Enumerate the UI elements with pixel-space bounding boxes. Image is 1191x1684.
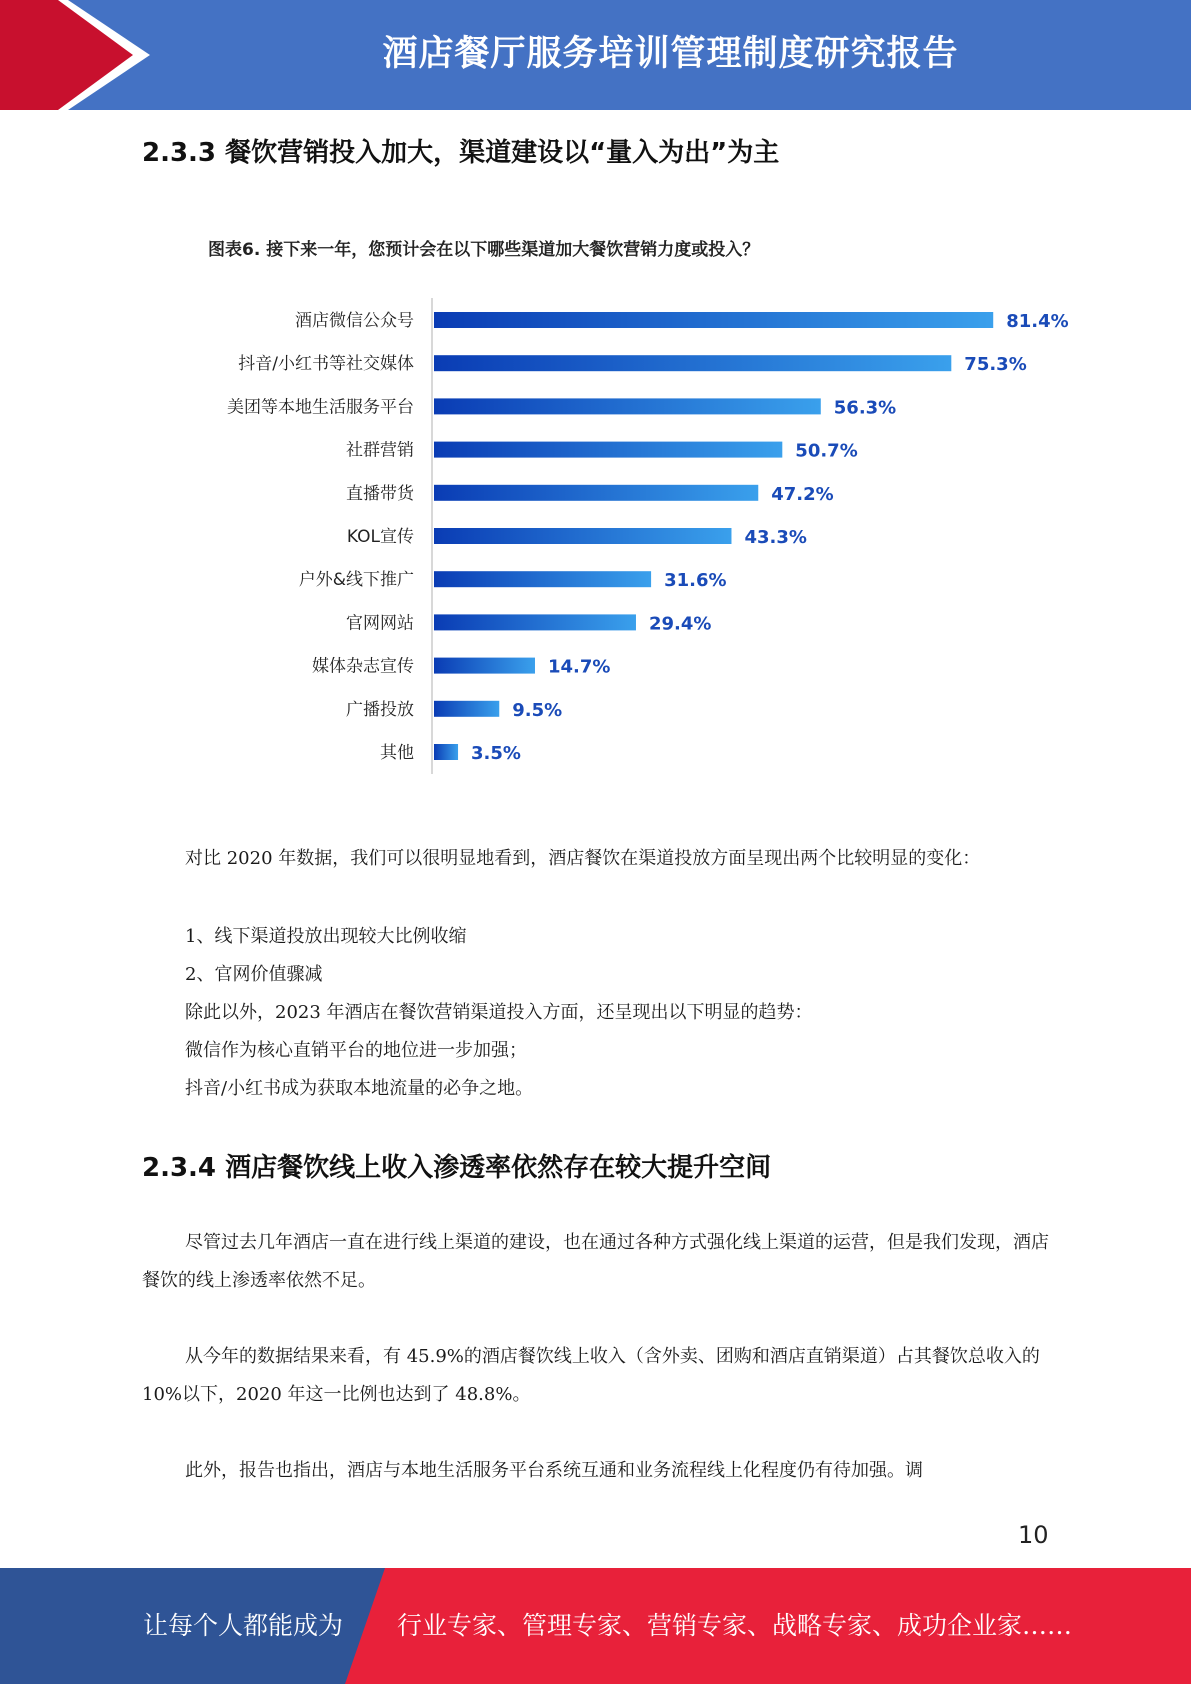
- value-label: 81.4%: [1006, 311, 1069, 332]
- value-label: 50.7%: [795, 440, 858, 462]
- value-label: 43.3%: [744, 527, 807, 548]
- value-label: 75.3%: [964, 354, 1027, 376]
- bar: [434, 614, 636, 630]
- value-label: 47.2%: [771, 483, 834, 505]
- category-label: 社群营销: [346, 440, 414, 461]
- list-item-website: 2、官网价值骤减: [185, 964, 323, 985]
- category-label: 其他: [380, 743, 414, 763]
- category-label: 抖音/小红书等社交媒体: [238, 354, 414, 375]
- paragraph-trends: 除此以外，2023 年酒店在餐饮营销渠道投入方面，还呈现出以下明显的趋势：: [185, 1002, 813, 1023]
- category-label: 官网网站: [346, 613, 414, 634]
- bar-chart: [180, 210, 1080, 780]
- list-item-offline: 1、线下渠道投放出现较大比例收缩: [185, 926, 467, 947]
- bar: [434, 312, 993, 328]
- bar: [434, 571, 651, 587]
- value-label: 56.3%: [833, 397, 897, 419]
- category-label: 美团等本地生活服务平台: [227, 397, 414, 418]
- page-number: 10: [1018, 1521, 1049, 1549]
- value-label: 31.6%: [664, 570, 727, 592]
- value-label: 3.5%: [471, 743, 521, 764]
- paragraph-douyin: 抖音/小红书成为获取本地流量的必争之地。: [185, 1078, 534, 1099]
- bar: [434, 658, 535, 674]
- paragraph-wechat: 微信作为核心直销平台的地位进一步加强；: [185, 1040, 527, 1061]
- report-title: 酒店餐厅服务培训管理制度研究报告: [382, 34, 959, 74]
- value-label: 29.4%: [648, 613, 712, 635]
- bar: [434, 398, 821, 414]
- bar: [434, 485, 758, 501]
- page-header: [0, 0, 1191, 110]
- page-footer: [0, 1568, 1191, 1684]
- bar: [434, 744, 458, 760]
- paragraph-online-penetration: 尽管过去几年酒店一直在进行线上渠道的建设，也在通过各种方式强化线上渠道的运营，但是我们发现，酒店餐饮的线上渗透率依然不足。: [142, 1232, 1049, 1291]
- bar: [434, 442, 782, 458]
- category-label: 广播投放: [346, 699, 414, 720]
- section-heading-2-3-4: 2.3.4 酒店餐饮线上收入渗透率依然存在较大提升空间: [142, 1153, 772, 1183]
- footer-slogan-left: 让每个人都能成为: [143, 1611, 344, 1640]
- category-label: 户外&线下推广: [298, 570, 414, 591]
- paragraph-data-results: 从今年的数据结果来看，有 45.9%的酒店餐饮线上收入（含外卖、团购和酒店直销渠道）占其餐饮总收入的 10%以下，2020 年这一比例也达到了 48.8%。: [142, 1346, 1040, 1405]
- section-heading-2-3-3: 2.3.3 餐饮营销投入加大，渠道建设以“量入为出”为主: [142, 138, 780, 168]
- category-label: 酒店微信公众号: [295, 311, 414, 331]
- value-label: 9.5%: [512, 699, 563, 721]
- category-label: 媒体杂志宣传: [312, 656, 414, 677]
- bar: [434, 528, 731, 544]
- category-label: 直播带货: [346, 483, 414, 504]
- category-label: KOL宣传: [346, 527, 414, 547]
- chart-title: 图表6. 接下来一年，您预计会在以下哪些渠道加大餐饮营销力度或投入？: [208, 240, 760, 260]
- footer-slogan-right: 行业专家、管理专家、营销专家、战略专家、成功企业家……: [397, 1611, 1073, 1640]
- bar: [434, 355, 951, 371]
- bar: [434, 701, 499, 717]
- paragraph-comparison: 对比 2020 年数据，我们可以很明显地看到，酒店餐饮在渠道投放方面呈现出两个比较明显的变化：: [185, 848, 981, 869]
- chart-canvas: [180, 210, 1080, 780]
- paragraph-system-integration: 此外，报告也指出，酒店与本地生活服务平台系统互通和业务流程线上化程度仍有待加强。调: [185, 1460, 923, 1481]
- value-label: 14.7%: [547, 656, 611, 678]
